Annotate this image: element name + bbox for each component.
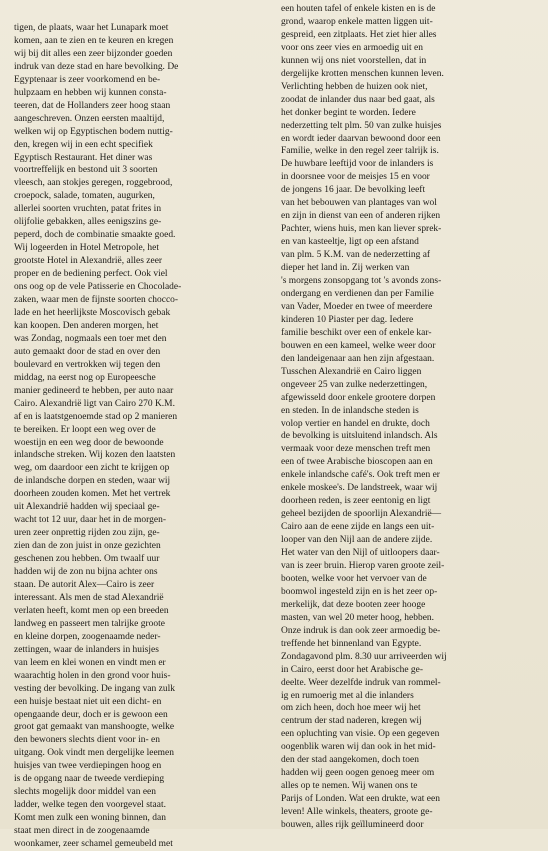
text-line: Egyptisch Restaurant. Het diner was: [14, 152, 153, 163]
text-line: zettingen, waar de inlanders in huisjes: [14, 644, 159, 655]
text-line: vleesch, aan stokjes geregen, roggebrood,: [14, 178, 173, 189]
text-line: Pachter, wiens huis, men kan liever sprek-: [281, 224, 442, 235]
text-line: oogenblik waren wij dan ook in het mid-: [281, 742, 436, 753]
text-line: voortreffelijk en bestond uit 3 soorten: [14, 165, 158, 176]
text-line: was Zondag, nogmaals een toer met den: [14, 333, 167, 344]
text-line: allerlei soorten vruchten, patat frites in: [14, 204, 162, 215]
text-line: indruk van deze stad en hare bevolking. De: [14, 61, 179, 72]
text-line: den, kregen wij in een echt specifiek: [14, 139, 153, 150]
text-line: bouwen en een kameel, welke weer door: [281, 340, 436, 351]
text-line: grond, waarop enkele matten liggen uit-: [281, 16, 433, 27]
text-line: staat men direct in de zoogenaamde: [14, 826, 150, 837]
text-line: landweg en passeert men talrijke groote: [14, 618, 165, 629]
text-line: nederzetting telt plm. 50 van zulke huisjes: [281, 120, 442, 131]
text-line: familie beschikt over een of enkele kar-: [281, 327, 432, 338]
text-line: auto gemaakt door de stad en over den: [14, 346, 161, 357]
text-line: Familie, welke in den regel zeer talrijk is.: [281, 146, 439, 157]
text-line: kan koopen. Den anderen morgen, het: [14, 320, 159, 331]
text-line: inlandsche streken. Wij kozen den laatsten: [14, 450, 176, 461]
text-line: kunnen wij ons niet voorstellen, dat in: [281, 55, 427, 66]
text-line: af en is laatstgenoemde stad op 2 manieren: [14, 411, 178, 422]
text-line: groot gat gemaakt van manshoogte, welke: [14, 722, 175, 733]
text-line: wij bij dit alles een zeer bijzonder goeden: [14, 48, 173, 59]
text-line: ladder, welke tegen den voorgevel staat.: [14, 800, 166, 811]
text-line: enkele moskee's. De landstreek, waar wij: [281, 483, 438, 494]
text-line: Parijs of Londen. Wat een drukte, wat een: [281, 794, 440, 805]
text-line: slechts mogelijk door middel van een: [14, 787, 156, 798]
text-line: teeren, dat de Hollanders zeer hoog staan: [14, 100, 171, 111]
text-line: opengaande deur, doch er is gewoon een: [14, 709, 168, 720]
text-line: ondergang en verdienen dan per Familie: [281, 288, 434, 299]
text-line: wacht tot 12 uur, daar het in de morgen-: [14, 515, 166, 526]
text-line: en steden. In de inlandsche steden is: [281, 405, 419, 416]
text-line: staan. De autorit Alex—Cairo is zeer: [14, 579, 155, 590]
text-line: de bevolking is uitsluitend inlandsch. Als: [281, 431, 438, 442]
text-line: de inlandsche dorpen en steden, waar wij: [14, 476, 171, 487]
text-line: een houten tafel of enkele kisten en is de: [281, 4, 436, 14]
text-line: Verlichting hebben de huizen ook niet,: [281, 81, 428, 92]
text-line: aangeschreven. Onzen eersten maaltijd,: [14, 113, 165, 124]
text-line: uitgang. Ook vindt men dergelijke leemen: [14, 748, 174, 759]
text-line: Cairo aan de eene zijde en langs een uit-: [281, 522, 435, 533]
text-line: woonkamer, zeer schamel gemeubeld met: [14, 839, 173, 850]
text-line: verlaten heeft, komt men op een breeden: [14, 605, 169, 616]
text-line: een opluchting van visie. Op een gegeven: [281, 729, 440, 740]
text-line: peperd, doch de combinatie smaakte goed.: [14, 230, 176, 241]
text-line: uren zeer onprettig rijden zou zijn, ge-: [14, 528, 160, 539]
text-line: kinderen 10 Piaster per dag. Iedere: [281, 314, 414, 325]
text-line: boulevard en vertrokken wij tegen den: [14, 359, 161, 370]
text-line: treffende het binnenland van Egypte.: [281, 638, 422, 649]
text-line: voor ons zeer vies en armoedig uit en: [281, 42, 423, 53]
text-line: geschenen zou hebben. Om twaalf uur: [14, 554, 160, 565]
text-line: interessant. Als men de stad Alexandrië: [14, 592, 164, 603]
text-line: woestijn en een weg door de bewoonde: [14, 437, 164, 448]
text-line: hadden wij de zon nu bijna achter ons: [14, 567, 158, 578]
text-line: middag, na eerst nog op Europeesche: [14, 372, 156, 383]
text-line: merkelijk, dat deze booten zeer hooge: [281, 599, 426, 610]
text-line: het donker begint te worden. Iedere: [281, 107, 416, 118]
text-line: doorheen reden, is zeer eentonig en ligt: [281, 496, 431, 507]
text-line: den bewoners slechts dient voor in- en: [14, 735, 160, 746]
text-line: hulpzaam en hebben wij kunnen consta-: [14, 87, 167, 98]
text-line: een huisje bestaat niet uit een dicht- en: [14, 696, 162, 707]
text-line: Zondagavond plm. 8.30 uur arriveerden wij: [281, 651, 447, 662]
text-line: de jongens 16 jaar. De bevolking leeft: [281, 185, 426, 196]
text-line: te bereiken. Er loopt een weg over de: [14, 424, 156, 435]
text-line: leven! Alle winkels, theaters, groote ge-: [281, 807, 433, 818]
text-line: Het water van den Nijl of uitloopers daar-: [281, 548, 440, 559]
text-line: van Vader, Moeder en twee of meerdere: [281, 301, 433, 312]
text-line: vesting der bevolking. De ingang van zulk: [14, 683, 175, 694]
text-line: volop vertier en handel en drukte, doch: [281, 418, 430, 429]
text-line: Cairo. Alexandrië ligt van Cairo 270 K.M.: [14, 398, 175, 409]
text-line: alles op te nemen. Wij wanen ons te: [281, 781, 418, 792]
text-line: croepock, salade, tomaten, augurken,: [14, 191, 155, 202]
text-line: is de opgang naar de tweede verdieping: [14, 774, 165, 785]
text-line: bouwen, alles rijk geïllumineerd door: [281, 820, 424, 831]
text-line: van leem en klei wonen en vindt men er: [14, 657, 166, 668]
text-line: Wij logeerden in Hotel Metropole, het: [14, 243, 160, 254]
text-line: ig en rumoerig met al die inlanders: [281, 690, 414, 701]
text-line: weg, om daardoor een zicht te krijgen op: [14, 463, 170, 474]
text-line: in doorsnee voor de meisjes 15 en voor: [281, 172, 430, 183]
article-column-left: [14, 22, 271, 850]
text-line: tigen, de plaats, waar het Lunapark moet: [14, 23, 169, 33]
text-line: vermaak voor deze menschen treft men: [281, 444, 431, 455]
text-line: en van kasteeltje, ligt op een afstand: [281, 237, 419, 248]
text-line: van is zeer bruin. Hierop varen groote zeil-: [281, 560, 445, 571]
text-line: masten, van wel 20 meter hoog, hebben.: [281, 612, 435, 623]
text-line: deelte. Weer dezelfde indruk van rommel-: [281, 677, 441, 688]
text-line: van het bebouwen van plantages van wol: [281, 198, 437, 209]
text-line: Onze indruk is dan ook zeer armoedig be-: [281, 625, 441, 636]
text-line: booten, welke voor het vervoer van de: [281, 573, 427, 584]
text-line: een of twee Arabische bioscopen aan en: [281, 457, 433, 468]
text-line: uit Alexandrië hadden wij speciaal ge-: [14, 502, 160, 513]
text-line: welken wij op Egyptischen bodem nuttig-: [14, 126, 173, 137]
text-line: Egyptenaar is zeer voorkomend en be-: [14, 74, 161, 85]
text-line: van plm. 5 K.M. van de nederzetting af: [281, 250, 431, 261]
text-line: hadden wij geen oogen genoeg meer om: [281, 768, 435, 779]
text-line: gespreid, een zitplaats. Het ziet hier alles: [281, 29, 437, 40]
text-line: huisjes van twee verdiepingen hoog en: [14, 761, 162, 772]
text-line: geheel bezijden de spoorlijn Alexandrië—: [281, 509, 442, 520]
text-line: in Cairo, eerst door het Arabische ge-: [281, 664, 424, 675]
text-line: om zich heen, doch hoe meer wij het: [281, 703, 421, 714]
text-line: Tusschen Alexandrië en Cairo liggen: [281, 366, 422, 377]
text-line: komen, aan te zien en te keuren en kregen: [14, 35, 174, 46]
text-line: De huwbare leeftijd voor de inlanders is: [281, 159, 434, 170]
text-line: lade en het heerlijkste Moscovisch gebak: [14, 307, 171, 318]
text-line: 's morgens zonsopgang tot 's avonds zons-: [281, 276, 442, 287]
text-line: en zijn in dienst van een of anderen rijken: [281, 211, 441, 222]
text-line: afgewisseld door enkele grootere dorpen: [281, 392, 436, 403]
article-column-right: [281, 3, 538, 831]
text-line: doorheen zouden komen. Met het vertrek: [14, 489, 171, 500]
text-line: dergelijke krotten menschen kunnen leven.: [281, 68, 444, 79]
text-line: looper van den Nijl aan de andere zijde.: [281, 535, 433, 546]
text-line: zoodat de inlander dus naar bed gaat, als: [281, 94, 435, 105]
text-line: ongeveer 25 van zulke nederzettingen,: [281, 379, 428, 390]
text-line: den landeigenaar aan hen zijn afgestaan.: [281, 353, 435, 364]
text-line: manier gedineerd te hebben, per auto naar: [14, 385, 174, 396]
text-line: zien dan de zon juist in onze gezichten: [14, 541, 161, 552]
text-line: ons oog op de vele Patisserie en Chocolade-: [14, 282, 182, 293]
text-line: en kleine dorpen, zoogenaamde neder-: [14, 631, 161, 642]
text-line: waarachtig holen in den grond voor huis-: [14, 670, 171, 681]
text-line: olijfolie gebakken, alles eenigszins ge-: [14, 217, 162, 228]
text-line: zaken, waar men de fijnste soorten chocco-: [14, 295, 179, 306]
text-line: enkele inlandsche café's. Ook treft men er: [281, 470, 440, 481]
text-line: en wordt ieder daarvan bewoond door een: [281, 133, 441, 144]
text-line: boomwol ingesteld zijn en is het zeer op-: [281, 586, 438, 597]
text-line: den der stad aangekomen, doch toen: [281, 755, 419, 766]
text-line: grootste Hotel in Alexandrië, alles zeer: [14, 256, 163, 267]
text-line: Komt men zulk een woning binnen, dan: [14, 813, 166, 824]
text-line: dieper het land in. Zij werken van: [281, 263, 410, 274]
text-line: proper en de bediening perfect. Ook viel: [14, 269, 168, 280]
text-line: centrum der stad naderen, kregen wij: [281, 716, 422, 727]
